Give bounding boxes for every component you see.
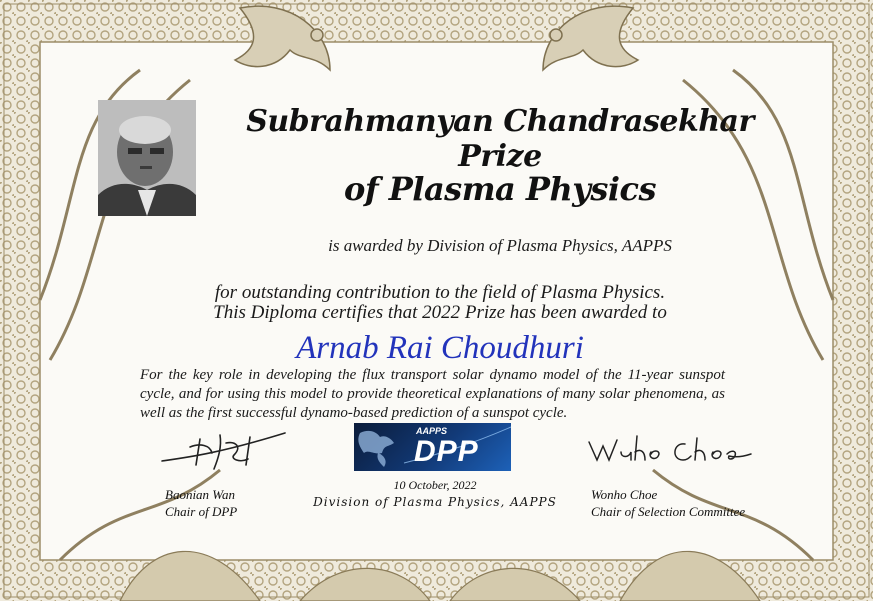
aapps-dpp-logo	[354, 423, 511, 471]
signatory-right-role: Chair of Selection Committee	[591, 504, 746, 519]
signatory-center	[290, 477, 580, 511]
signatory-left-name: Baonian Wan	[165, 487, 235, 502]
logo-dpp-text: DPP	[414, 435, 479, 468]
signatory-right-name: Wonho Choe	[591, 487, 658, 502]
signatory-left-role: Chair of DPP	[165, 504, 238, 519]
baonian-wan-signature	[160, 425, 290, 475]
wonho-choe-signature	[585, 430, 755, 470]
awarded-by-text: is awarded by Division of Plasma Physics, AAPPS	[328, 236, 672, 255]
recipient-portrait-photo	[98, 100, 196, 216]
contribution-text: for outstanding contribution to the field of Plasma Physics.	[214, 282, 666, 303]
signatory-left	[165, 486, 285, 520]
diploma-text: This Diploma certifies that 2022 Prize has been awarded to	[213, 302, 667, 323]
prize-title-line2: of Plasma Physics	[343, 170, 657, 208]
logo-aapps-text: AAPPS	[416, 426, 448, 436]
award-date: 10 October, 2022	[393, 478, 477, 492]
recipient-name: Arnab Rai Choudhuri	[296, 330, 584, 366]
signatory-right	[591, 486, 771, 520]
citation-text: For the key role in developing the flux transport solar dynamo model of the 11-year sunspot cycle, and for using this model to provide theoretical explanations of many solar phenomena, as well as the first successful dynamo-based prediction of a sunspot cycle.	[140, 367, 725, 421]
issuing-organization: Division of Plasma Physics, AAPPS	[313, 495, 557, 509]
prize-title-line1: Subrahmanyan Chandrasekhar Prize	[246, 104, 754, 174]
